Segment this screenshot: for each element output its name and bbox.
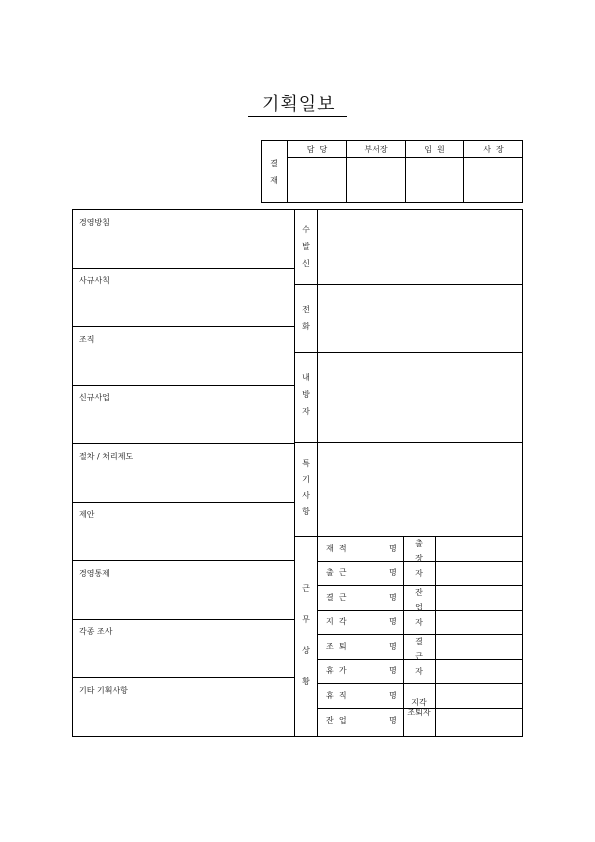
label-char: 특 bbox=[302, 459, 310, 468]
attendance-vacation: 휴 가 bbox=[326, 666, 347, 675]
label-char: 수 bbox=[302, 225, 310, 234]
attendance-unit: 명 bbox=[389, 642, 397, 651]
label-line: 지각 bbox=[411, 698, 427, 707]
label-char: 자 bbox=[415, 618, 423, 627]
label-attendance bbox=[298, 583, 314, 687]
section-organization: 조직 bbox=[79, 335, 95, 344]
label-phone bbox=[298, 304, 314, 332]
right-row-line bbox=[294, 352, 523, 353]
left-row-line bbox=[72, 619, 294, 620]
approval-label-char: 결 bbox=[270, 159, 278, 168]
left-row-line bbox=[72, 560, 294, 561]
label-char: 황 bbox=[302, 677, 310, 686]
label-char: 내 bbox=[302, 373, 310, 382]
attendance-absent: 결 근 bbox=[326, 593, 347, 602]
label-char: 방 bbox=[302, 390, 310, 399]
attendance-late: 지 각 bbox=[326, 617, 347, 626]
label-overtime-workers bbox=[411, 587, 427, 628]
label-visitors bbox=[298, 372, 314, 417]
attendance-grid-line bbox=[317, 536, 318, 737]
attendance-row-line bbox=[317, 585, 523, 586]
attendance-unit: 명 bbox=[389, 666, 397, 675]
label-business-trip bbox=[411, 538, 427, 579]
label-char: 장 bbox=[415, 554, 423, 563]
label-char: 화 bbox=[302, 322, 310, 331]
label-absentees bbox=[411, 636, 427, 677]
approval-header-line bbox=[287, 157, 523, 158]
attendance-unit: 명 bbox=[389, 617, 397, 626]
attendance-leave: 휴 직 bbox=[326, 691, 347, 700]
label-char: 전 bbox=[302, 305, 310, 314]
approval-header-manager: 담 당 bbox=[306, 145, 328, 154]
section-proposals: 제안 bbox=[79, 510, 95, 519]
right-label-divider bbox=[317, 209, 318, 536]
attendance-row-line bbox=[317, 683, 523, 684]
attendance-unit: 명 bbox=[389, 593, 397, 602]
label-char: 기 bbox=[302, 475, 310, 484]
label-char: 상 bbox=[302, 646, 310, 655]
label-char: 항 bbox=[302, 507, 310, 516]
section-surveys: 각종 조사 bbox=[79, 627, 113, 636]
label-char: 결 bbox=[415, 637, 423, 646]
attendance-unit: 명 bbox=[389, 544, 397, 553]
label-special-notes bbox=[298, 458, 314, 517]
approval-label-char: 재 bbox=[270, 176, 278, 185]
label-char: 사 bbox=[302, 491, 310, 500]
section-management-policy: 경영방침 bbox=[79, 218, 110, 227]
label-char: 자 bbox=[415, 667, 423, 676]
approval-header-dept-head: 부서장 bbox=[364, 145, 388, 154]
label-char: 자 bbox=[415, 569, 423, 578]
left-row-line bbox=[72, 326, 294, 327]
left-row-line bbox=[72, 502, 294, 503]
left-row-line bbox=[72, 443, 294, 444]
approval-header-executive: 임 원 bbox=[424, 145, 445, 154]
attendance-unit: 명 bbox=[389, 716, 397, 725]
label-char: 출 bbox=[415, 539, 423, 548]
label-char: 발 bbox=[302, 242, 310, 251]
label-char: 근 bbox=[415, 652, 423, 661]
section-management-control: 경영통제 bbox=[79, 569, 110, 578]
left-row-line bbox=[72, 385, 294, 386]
section-new-business: 신규사업 bbox=[79, 393, 110, 402]
right-row-line bbox=[294, 536, 523, 537]
attendance-enrolled: 재 적 bbox=[326, 544, 347, 553]
right-row-line bbox=[294, 284, 523, 285]
section-procedures: 절차 / 처리제도 bbox=[79, 452, 134, 461]
label-line: 조퇴자 bbox=[407, 708, 431, 717]
right-row-line bbox=[294, 442, 523, 443]
label-char: 잔 bbox=[415, 588, 423, 597]
attendance-early-leave: 조 퇴 bbox=[326, 642, 347, 651]
left-row-line bbox=[72, 677, 294, 678]
title-underline bbox=[248, 116, 347, 117]
label-char: 근 bbox=[302, 584, 310, 593]
approval-label bbox=[266, 158, 282, 186]
approval-header-president: 사 장 bbox=[483, 145, 504, 154]
label-char: 업 bbox=[415, 603, 423, 612]
attendance-unit: 명 bbox=[389, 691, 397, 700]
label-incoming-outgoing bbox=[298, 224, 314, 269]
attendance-unit: 명 bbox=[389, 568, 397, 577]
left-row-line bbox=[72, 268, 294, 269]
attendance-grid-line bbox=[435, 536, 436, 737]
attendance-present: 출 근 bbox=[326, 568, 347, 577]
section-other-planning: 기타 기획사항 bbox=[79, 686, 128, 695]
section-company-rules: 사규사칙 bbox=[79, 276, 110, 285]
page-title: 기획일보 bbox=[262, 94, 336, 115]
label-char: 자 bbox=[302, 407, 310, 416]
attendance-overtime: 잔 업 bbox=[326, 716, 347, 725]
main-center-divider bbox=[294, 209, 295, 737]
label-char: 무 bbox=[302, 615, 310, 624]
label-char: 신 bbox=[302, 259, 310, 268]
attendance-row-line bbox=[317, 634, 523, 635]
label-late-early bbox=[403, 698, 435, 718]
